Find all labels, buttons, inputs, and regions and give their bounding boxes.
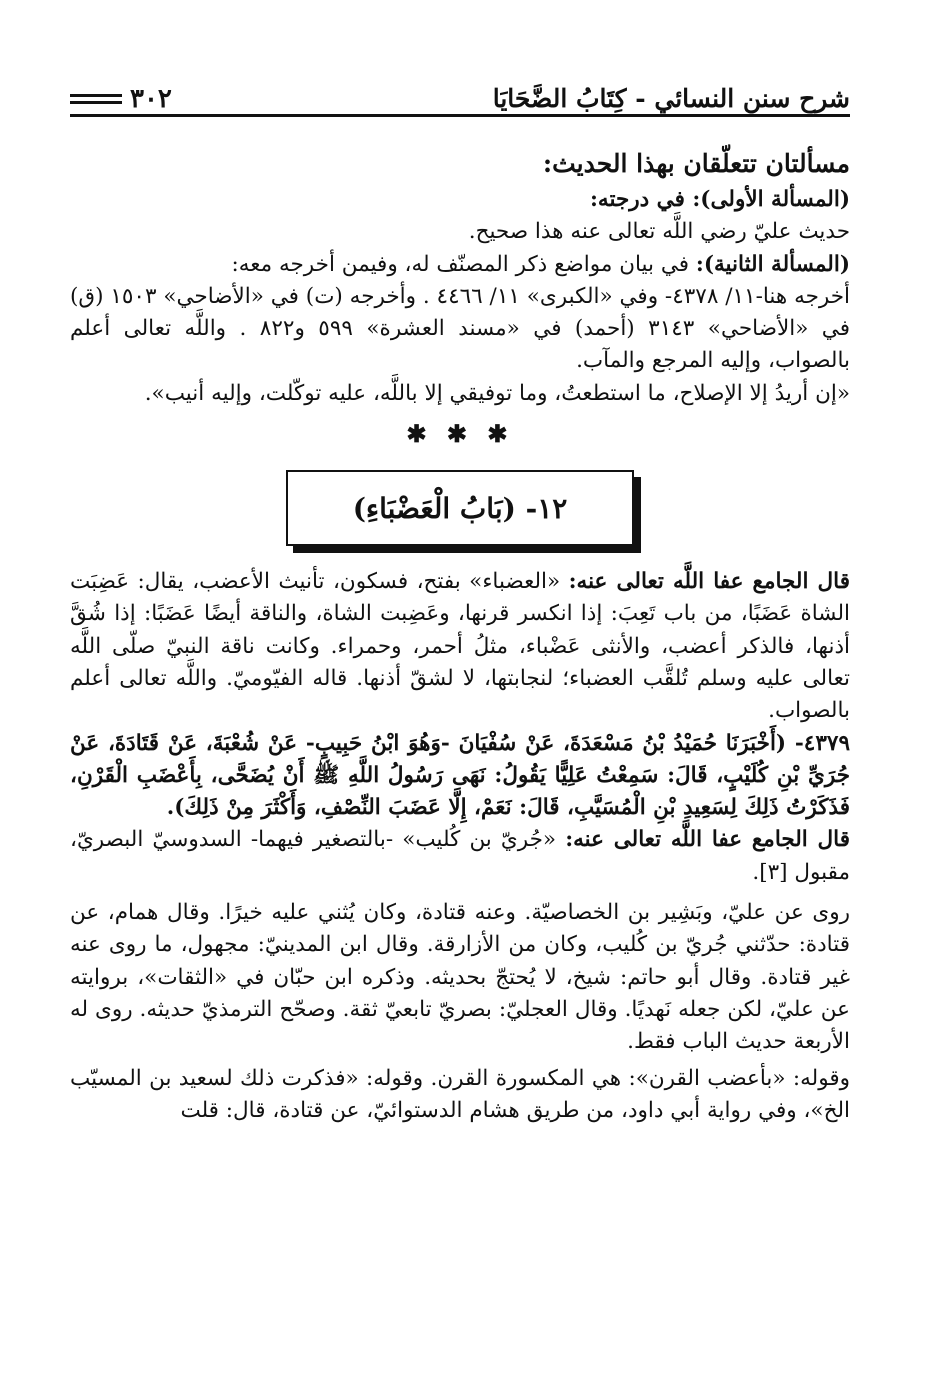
hadith-text: ٤٣٧٩- (أَخْبَرَنَا حُمَيْدُ بْنُ مَسْعَدَةَ، عَنْ سُفْيَانَ -وَهُوَ ابْنُ حَبِيبٍ- عَنْ شُعْبَةَ، عَنْ قَتَادَةَ، عَنْ جُرَيِّ بْنِ كُلَيْبٍ، قَالَ: سَمِعْتُ عَلِيًّا يَقُولُ: نَهَى رَسُولُ اللَّهِ ﷺ أَنْ يُضَحَّى، بِأَعْضَبِ الْقَرْنِ، فَذَكَرْتُ ذَلِكَ لِسَعِيدِ بْنِ الْمُسَيَّبِ، قَالَ: نَعَمْ، إِلَّا عَضَبَ النِّصْفِ، وَأَكْثَرَ مِنْ ذَلِكَ). xyxy=(70,730,850,821)
page-number: ٣٠٢ xyxy=(130,84,172,114)
header-rule xyxy=(70,114,850,117)
commentary-2-lead: قال الجامع عفا اللَّه تعالى عنه: xyxy=(565,827,851,853)
chapter-title: ١٢- (بَابُ الْعَضْبَاءِ) xyxy=(352,491,568,525)
commentary-paragraph-4: وقوله: «بأعضب القرن»: هي المكسورة القرن. وقوله: «فذكرت ذلك لسعيد بن المسيّب الخ»، وفي رواية أبي داود، من طريق هشام الدستوائيّ، عن قتادة، قال: قلت xyxy=(70,1065,850,1123)
book-page xyxy=(70,70,850,1360)
running-header xyxy=(70,70,850,114)
decorative-lines xyxy=(70,94,122,104)
body-text xyxy=(70,146,850,1127)
question-2-label: (المسألة الثانية): xyxy=(695,251,850,277)
question-1-text: في درجته: xyxy=(590,187,693,212)
commentary-paragraph-3: روى عن عليّ، وبَشِير بن الخصاصيّة. وعنه قتادة، وكان يُثني عليه خيرًا. وقال همام، عن قتادة: حدّثني جُريّ بن كُليب، وكان من الأزارقة. وقال ابن المدينيّ: مجهول، ما روى عنه غير قتادة. وقال أبو حاتم: شيخ، لا يُحتجّ بحديثه. وذكره ابن حبّان في «الثقات»، بروايته عن عليّ، لكن جعله نَهديًا. وقال العجليّ: بصريّ تابعيّ ثقة. وصحّح الترمذيّ حديثه. روى له الأربعة حديث الباب فقط. xyxy=(70,900,850,1055)
chapter-heading-wrapper xyxy=(70,470,850,546)
question-1-body: حديث عليّ رضي اللَّه تعالى عنه هذا صحيح. xyxy=(468,219,850,245)
section-heading: مسألتان تتعلّقان بهذا الحديث: xyxy=(542,149,850,178)
commentary-1-text: «العضباء» بفتح، فسكون، تأنيث الأعضب، يقال: عَضِبَت الشاة عَضَبًا، من باب تَعِبَ: إذا انكسر قرنها، وعَضِبت الشاة، والناقة أيضًا عَضَبًا: إذا شُقَّ أذنها، فالذكر أعضب، والأنثى عَضْباء، مثلُ أحمر، وحمراء. وكانت ناقة النبيّ صلّى اللَّه تعالى عليه وسلم تُلقَّب العضباء؛ لنجابتها، لا لشقّ أذنها. قاله الفيّوميّ. واللَّه تعالى أعلم بالصواب. xyxy=(70,569,850,724)
commentary-paragraph-1 xyxy=(70,566,850,727)
commentary-1-lead: قال الجامع عفا اللَّه تعالى عنه: xyxy=(568,569,850,595)
closing-quote: «إن أريدُ إلا الإصلاح، ما استطعتُ، وما توفيقي إلا باللَّه، عليه توكّلت، وإليه أنيب». xyxy=(144,380,850,406)
commentary-paragraph-2 xyxy=(70,824,850,889)
book-title: شرح سنن النسائي - كِتَابُ الضَّحَايَا xyxy=(492,84,850,113)
chapter-heading-box xyxy=(286,470,634,546)
question-2-text: في بيان مواضع ذكر المصنّف له، وفيمن أخرجه معه: xyxy=(231,251,696,277)
question-1-label: (المسألة الأولى): xyxy=(692,187,850,212)
question-2-body: أخرجه هنا-١١/ ٤٣٧٨- وفي «الكبرى» ١١/ ٤٤٦٦ . وأخرجه (ت) في «الأضاحي» ١٥٠٣ (ق) في «الأضاحي» ٣١٤٣ (أحمد) في «مسند العشرة» ٥٩٩ و٨٢٢ . واللَّه تعالى أعلم بالصواب، وإليه المرجع والمآب. xyxy=(70,283,851,374)
commentary-2-text: «جُريّ بن كُليب» -بالتصغير فيهما- السدوسيّ البصريّ، مقبول [٣]. xyxy=(70,827,850,885)
question-2 xyxy=(70,249,850,281)
section-separator-stars: ✱ ✱ ✱ xyxy=(406,419,514,449)
page-number-block xyxy=(70,84,172,114)
question-1 xyxy=(70,184,850,216)
